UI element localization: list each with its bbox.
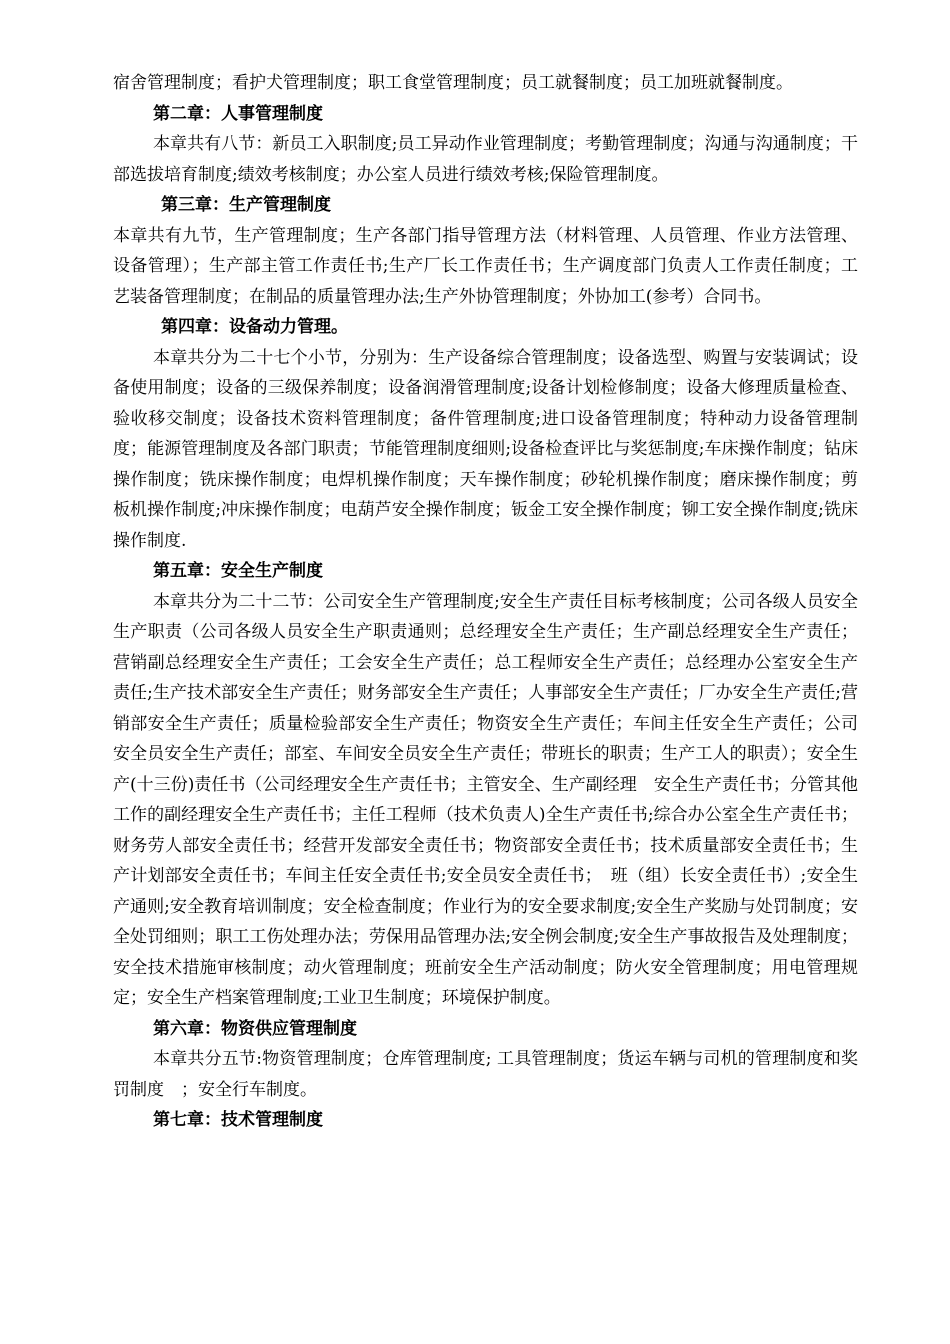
heading-chapter-3: 第三章：生产管理制度	[161, 195, 331, 215]
heading-chapter-6: 第六章：物资供应管理制度	[153, 1018, 357, 1039]
heading-chapter-5: 第五章：安全生产制度	[153, 561, 323, 581]
paragraph-chapter-5: 本章共分为二十二节：公司安全生产管理制度;安全生产责任目标考核制度；公司各级人员安全生产职责（公司各级人员安全生产职责通则；总经理安全生产责任；生产副总经理安全生产责任；营销副总经理安全生产责任；工会安全生产责任；总工程师安全生产责任；总经理办公室安全生产责任;生产技术部安全生产责任；财务部安全生产责任；人事部安全生产责任；厂办安全生产责任;营销部安全生产责任；质量检验部安全生产责任；物资安全生产责任；车间主任安全生产责任；公司安全员安全生产责任；部室、车间安全员安全生产责任；带班长的职责；生产工人的职责）；安全生产(十三份)责任书（公司经理安全生产责任书；主管安全、生产副经理 安全生产责任书；分管其他工作的副经理安全生产责任书；主任工程师（技术负责人)全生产责任书;综合办公室全生产责任书；财务劳人部安全责任书；经营开发部安全责任书；物资部安全责任书；技术质量部安全责任书；生产计划部安全责任书；车间主任安全责任书;安全员安全责任书； 班（组）长安全责任书）;安全生产通则;安全教育培训制度；安全检查制度；作业行为的安全要求制度;安全生产奖励与处罚制度；安全处罚细则；职工工伤处理办法；劳保用品管理办法;安全例会制度;安全生产事故报告及处理制度；安全技术措施审核制度；动火管理制度；班前安全生产活动制度；防火安全管理制度；用电管理规定；安全生产档案管理制度;工业卫生制度；环境保护制度。	[113, 591, 858, 1008]
heading-chapter-4: 第四章：设备动力管理。	[161, 317, 348, 337]
paragraph-chapter-2: 本章共有八节：新员工入职制度;员工异动作业管理制度；考勤管理制度；沟通与沟通制度；干部选拔培育制度;绩效考核制度；办公室人员进行绩效考核;保险管理制度。	[113, 134, 858, 185]
document-page	[113, 68, 858, 1136]
paragraph-chapter-3: 本章共有九节，生产管理制度；生产各部门指导管理方法（材料管理、人员管理、作业方法管理、设备管理）；生产部主管工作责任书;生产厂长工作责任书；生产调度部门负责人工作责任制度；工艺装备管理制度；在制品的质量管理办法;生产外协管理制度；外协加工(参考）合同书。	[113, 225, 858, 307]
paragraph-chapter-4: 本章共分为二十七个小节，分别为：生产设备综合管理制度；设备选型、购置与安装调试；设备使用制度；设备的三级保养制度；设备润滑管理制度;设备计划检修制度；设备大修理质量检查、验收移交制度；设备技术资料管理制度；备件管理制度;进口设备管理制度；特种动力设备管理制度；能源管理制度及各部门职责；节能管理制度细则;设备检查评比与奖惩制度;车床操作制度；钻床操作制度；铣床操作制度；电焊机操作制度；天车操作制度；砂轮机操作制度；磨床操作制度；剪板机操作制度;冲床操作制度；电葫芦安全操作制度；钣金工安全操作制度；铆工安全操作制度;铣床操作制度.	[113, 347, 858, 551]
paragraph-dormitory-rules: 宿舍管理制度；看护犬管理制度；职工食堂管理制度；员工就餐制度；员工加班就餐制度。	[113, 73, 793, 93]
heading-chapter-7: 第七章：技术管理制度	[153, 1110, 323, 1130]
paragraph-chapter-6: 本章共分五节:物资管理制度；仓库管理制度; 工具管理制度；货运车辆与司机的管理制度和奖罚制度 ；安全行车制度。	[113, 1049, 858, 1100]
heading-chapter-2: 第二章：人事管理制度	[153, 103, 323, 124]
